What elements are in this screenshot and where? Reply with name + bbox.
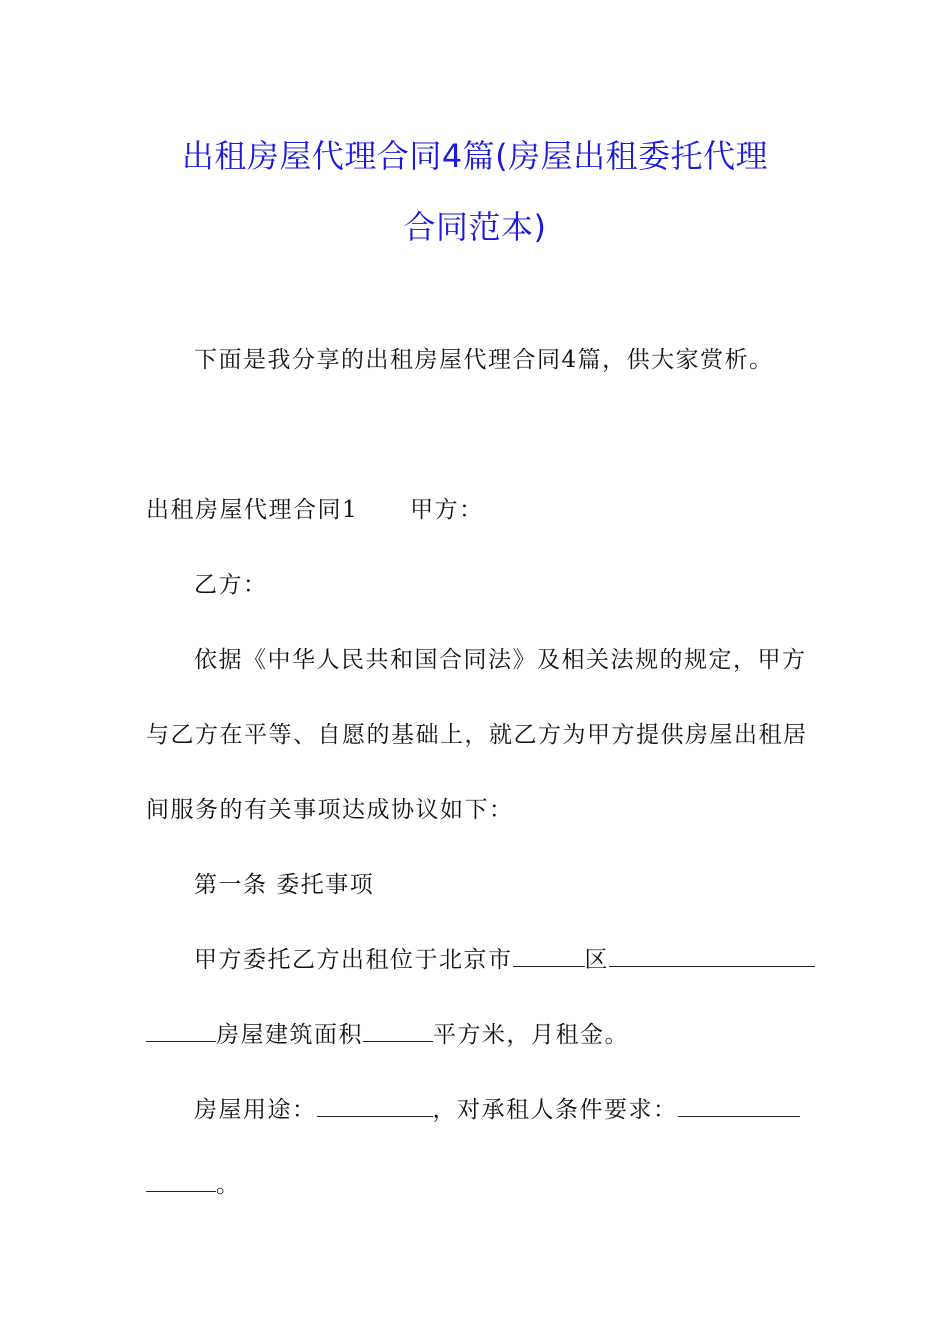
basis-paragraph-line2: 与乙方在平等、自愿的基础上，就乙方为甲方提供房屋出租居	[146, 722, 808, 748]
intro-paragraph: 下面是我分享的出租房屋代理合同4篇，供大家赏析。	[194, 347, 774, 373]
entrust-district: 区	[584, 947, 609, 973]
area-unit: 平方米，月租金。	[433, 1022, 629, 1048]
article1-heading: 第一条 委托事项	[194, 872, 375, 898]
address-blank	[609, 944, 815, 967]
entrust-prefix: 甲方委托乙方出租位于北京市	[194, 947, 513, 973]
usage-label: 房屋用途：	[194, 1097, 317, 1123]
basis-paragraph-line1: 依据《中华人民共和国合同法》及相关法规的规定，甲方	[194, 647, 807, 673]
requirements-blank-continued	[146, 1169, 216, 1192]
section-heading: 出租房屋代理合同1	[146, 497, 359, 523]
area-line	[146, 1019, 806, 1051]
usage-line	[194, 1094, 806, 1126]
document-title-line1: 出租房屋代理合同4篇(房屋出租委托代理	[181, 137, 769, 175]
basis-paragraph-line3: 间服务的有关事项达成协议如下：	[146, 797, 514, 823]
entrust-line	[194, 944, 806, 976]
party-a-label: 甲方：	[410, 497, 484, 523]
party-b-label: 乙方：	[194, 572, 268, 598]
requirements-blank	[678, 1094, 800, 1117]
usage-end: 。	[216, 1172, 241, 1198]
contract-heading-row	[146, 494, 806, 526]
usage-requirements-label: ，对承租人条件要求：	[432, 1097, 678, 1123]
area-blank	[363, 1019, 433, 1042]
district-blank	[513, 944, 585, 967]
usage-line-continued	[146, 1169, 806, 1201]
address-blank-continued	[146, 1019, 216, 1042]
area-label: 房屋建筑面积	[216, 1022, 363, 1048]
document-title-line2: 合同范本)	[403, 208, 547, 246]
usage-blank	[317, 1094, 433, 1117]
